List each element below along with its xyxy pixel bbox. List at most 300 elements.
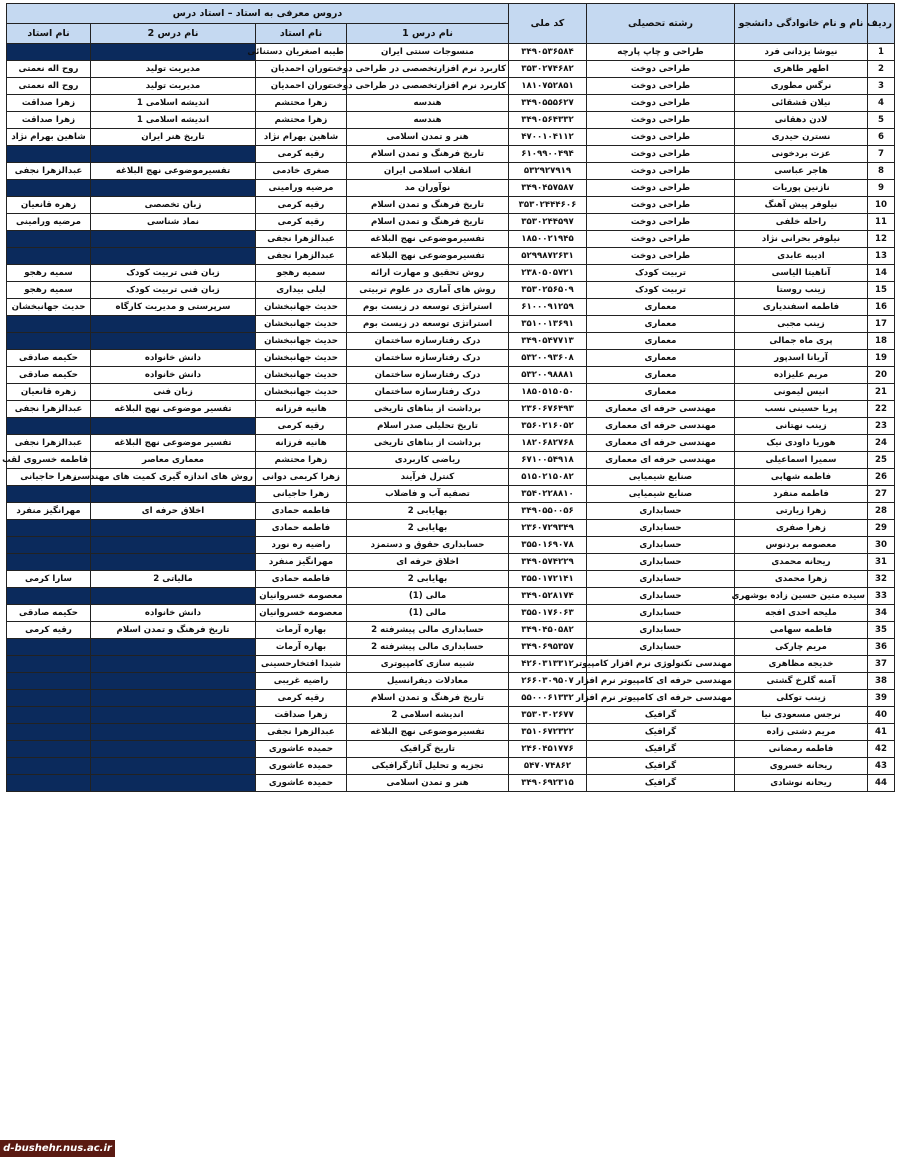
- cell-national-code: ۳۴۹۰۵۳۶۵۸۴: [509, 44, 587, 61]
- cell-course1: حسابداری حقوق و دستمزد: [347, 537, 509, 554]
- table-row: [7, 588, 895, 605]
- table-row: [7, 231, 895, 248]
- cell-teacher2: زهرا صداقت: [7, 112, 91, 129]
- cell-teacher2: حکیمه صادقی: [7, 605, 91, 622]
- cell-teacher2: [7, 741, 91, 758]
- cell-major: تربیت کودک: [587, 265, 735, 282]
- cell-row-no: 25: [868, 452, 895, 469]
- cell-student-name: نرگس مطوری: [735, 78, 868, 95]
- cell-course1: تاریخ فرهنگ و تمدن اسلام: [347, 146, 509, 163]
- cell-course1: نوآوران مد: [347, 180, 509, 197]
- cell-course1: تصفیه آب و فاضلاب: [347, 486, 509, 503]
- cell-row-no: 12: [868, 231, 895, 248]
- table-row: [7, 605, 895, 622]
- table-row: [7, 537, 895, 554]
- cell-teacher1: حدیث جهانبخشان: [256, 367, 347, 384]
- cell-national-code: ۵۳۲۹۲۷۹۱۹: [509, 163, 587, 180]
- cell-student-name: فاطمه اسفندیاری: [735, 299, 868, 316]
- cell-student-name: آریانا اسدپور: [735, 350, 868, 367]
- cell-teacher2: زهرا صداقت: [7, 95, 91, 112]
- cell-student-name: مریم علیزاده: [735, 367, 868, 384]
- cell-row-no: 3: [868, 78, 895, 95]
- cell-student-name: فاطمه منفرد: [735, 486, 868, 503]
- cell-national-code: ۳۵۶۰۲۱۶۰۵۲: [509, 418, 587, 435]
- cell-major: گرافیک: [587, 775, 735, 792]
- cell-row-no: 8: [868, 163, 895, 180]
- cell-major: حسابداری: [587, 520, 735, 537]
- cell-student-name: نیوشا یزدانی فرد: [735, 44, 868, 61]
- cell-national-code: ۳۴۹۰۵۵۰۰۵۶: [509, 503, 587, 520]
- cell-teacher2: [7, 486, 91, 503]
- cell-course1: برداشت از بناهای تاریخی: [347, 401, 509, 418]
- cell-course1: تفسیرموضوعی نهج البلاغه: [347, 248, 509, 265]
- cell-national-code: ۳۵۱۰۰۱۳۶۹۱: [509, 316, 587, 333]
- cell-student-name: فاطمه سهامی: [735, 622, 868, 639]
- cell-course2: نماد شناسی: [91, 214, 256, 231]
- cell-course1: ریاضی کاربردی: [347, 452, 509, 469]
- table-row: [7, 197, 895, 214]
- cell-student-name: آمنه گلرخ گشتی: [735, 673, 868, 690]
- cell-student-name: نرجس مسعودی نیا: [735, 707, 868, 724]
- cell-row-no: 36: [868, 639, 895, 656]
- cell-teacher1: مرضیه ورامینی: [256, 180, 347, 197]
- cell-course1: حسابداری مالی پیشرفته 2: [347, 639, 509, 656]
- cell-major: طراحی دوخت: [587, 163, 735, 180]
- cell-student-name: هاجر عباسی: [735, 163, 868, 180]
- cell-student-name: هوریا داودی نیک: [735, 435, 868, 452]
- cell-student-name: معصومه بردنوس: [735, 537, 868, 554]
- cell-teacher1: رقیه کرمی: [256, 146, 347, 163]
- cell-teacher2: حکیمه صادقی: [7, 350, 91, 367]
- cell-student-name: مریم دشتی زاده: [735, 724, 868, 741]
- cell-course1: تاریخ فرهنگ و تمدن اسلام: [347, 197, 509, 214]
- cell-course2: [91, 44, 256, 61]
- cell-student-name: فاطمه رمضانی: [735, 741, 868, 758]
- cell-row-no: 24: [868, 435, 895, 452]
- cell-teacher1: معصومه خسروانیان: [256, 605, 347, 622]
- cell-row-no: 39: [868, 690, 895, 707]
- table-row: [7, 282, 895, 299]
- cell-course1: مالی (1): [347, 605, 509, 622]
- cell-major: حسابداری: [587, 622, 735, 639]
- cell-national-code: ۲۳۶۰۶۷۶۴۹۳: [509, 401, 587, 418]
- cell-course1: منسوجات سنتی ایران: [347, 44, 509, 61]
- cell-student-name: پریا حسینی نسب: [735, 401, 868, 418]
- cell-row-no: 32: [868, 571, 895, 588]
- cell-teacher1: طیبه اصغریان دستنائی: [256, 44, 347, 61]
- table-row: [7, 95, 895, 112]
- table-row: [7, 163, 895, 180]
- cell-student-name: نیلوفر بحرانی نژاد: [735, 231, 868, 248]
- cell-row-no: 1: [868, 44, 895, 61]
- cell-teacher2: مرضیه ورامینی: [7, 214, 91, 231]
- cell-teacher1: زهرا محتشم: [256, 112, 347, 129]
- cell-course1: کاربرد نرم افزارتخصصی در طراحی دوخت: [347, 61, 509, 78]
- cell-course1: معادلات دیفرانسیل: [347, 673, 509, 690]
- cell-course2: مالیاتی 2: [91, 571, 256, 588]
- cell-national-code: ۳۴۹۰۶۹۵۳۵۷: [509, 639, 587, 656]
- cell-major: طراحی دوخت: [587, 95, 735, 112]
- cell-teacher1: عبدالزهرا نجفی: [256, 724, 347, 741]
- cell-national-code: ۳۵۵۰۱۷۲۱۴۱: [509, 571, 587, 588]
- cell-teacher1: حمیده عاشوری: [256, 775, 347, 792]
- cell-major: حسابداری: [587, 605, 735, 622]
- cell-student-name: سیده متین حسین زاده بوشهری: [735, 588, 868, 605]
- cell-row-no: 30: [868, 537, 895, 554]
- cell-teacher2: فاطمه خسروی لقب: [7, 452, 91, 469]
- cell-course2: زبان فنی تربیت کودک: [91, 282, 256, 299]
- cell-course2: [91, 537, 256, 554]
- cell-course2: [91, 758, 256, 775]
- cell-teacher2: [7, 418, 91, 435]
- cell-teacher2: زهره قانعیان: [7, 384, 91, 401]
- cell-major: تربیت کودک: [587, 282, 735, 299]
- cell-course2: [91, 673, 256, 690]
- header-course1: نام درس 1: [347, 24, 509, 44]
- table-row: [7, 520, 895, 537]
- table-row: [7, 129, 895, 146]
- header-group-title: دروس معرفی به استاد – استاد درس: [7, 4, 509, 24]
- table-row: [7, 418, 895, 435]
- cell-course1: تجزیه و تحلیل آثارگرافیکی: [347, 758, 509, 775]
- students-table: [2, 3, 895, 792]
- cell-course2: زبان فنی: [91, 384, 256, 401]
- cell-course2: مدیریت تولید: [91, 61, 256, 78]
- cell-teacher2: [7, 588, 91, 605]
- cell-teacher2: [7, 724, 91, 741]
- cell-course2: اندیشه اسلامی 1: [91, 112, 256, 129]
- cell-course2: [91, 146, 256, 163]
- cell-teacher1: هانیه فرزانه: [256, 401, 347, 418]
- table-row: [7, 146, 895, 163]
- cell-major: مهندسی حرفه ای معماری: [587, 452, 735, 469]
- cell-major: طراحی دوخت: [587, 214, 735, 231]
- cell-major: معماری: [587, 384, 735, 401]
- cell-national-code: ۳۴۹۰۵۶۴۳۳۲: [509, 112, 587, 129]
- table-row: [7, 44, 895, 61]
- cell-teacher2: روح اله نعمتی: [7, 78, 91, 95]
- cell-student-name: مریم چارکی: [735, 639, 868, 656]
- cell-course2: [91, 231, 256, 248]
- cell-teacher1: معصومه خسروانیان: [256, 588, 347, 605]
- cell-major: طراحی دوخت: [587, 129, 735, 146]
- cell-teacher1: زهرا محتشم: [256, 95, 347, 112]
- cell-national-code: ۳۴۹۰۶۹۲۳۱۵: [509, 775, 587, 792]
- cell-teacher1: شیدا افتخارحسینی: [256, 656, 347, 673]
- cell-row-no: 22: [868, 401, 895, 418]
- cell-row-no: 18: [868, 333, 895, 350]
- cell-course2: [91, 248, 256, 265]
- cell-row-no: 5: [868, 112, 895, 129]
- cell-course1: کاربرد نرم افزارتخصصی در طراحی دوخت: [347, 78, 509, 95]
- cell-course2: [91, 486, 256, 503]
- cell-major: مهندسی حرفه ای معماری: [587, 435, 735, 452]
- cell-row-no: 26: [868, 469, 895, 486]
- cell-teacher2: [7, 146, 91, 163]
- cell-teacher1: توران احمدیان: [256, 78, 347, 95]
- cell-course2: تفسیرموضوعی نهج البلاغه: [91, 163, 256, 180]
- cell-course1: اندیشه اسلامی 2: [347, 707, 509, 724]
- cell-national-code: ۵۱۵۰۲۱۵۰۸۲: [509, 469, 587, 486]
- table-row: [7, 333, 895, 350]
- cell-teacher2: [7, 248, 91, 265]
- table-row: [7, 61, 895, 78]
- cell-major: طراحی دوخت: [587, 112, 735, 129]
- cell-row-no: 2: [868, 61, 895, 78]
- cell-student-name: زینب روستا: [735, 282, 868, 299]
- cell-major: طراحی دوخت: [587, 78, 735, 95]
- cell-teacher1: حدیث جهانبخشان: [256, 316, 347, 333]
- cell-teacher1: بهاره آرمات: [256, 639, 347, 656]
- table-row: [7, 571, 895, 588]
- cell-course1: کنترل فرآیند: [347, 469, 509, 486]
- cell-student-name: خدیجه مظاهری: [735, 656, 868, 673]
- cell-student-name: فاطمه شهابی: [735, 469, 868, 486]
- cell-course2: تاریخ فرهنگ و تمدن اسلام: [91, 622, 256, 639]
- cell-student-name: ادیبه عابدی: [735, 248, 868, 265]
- table-row: [7, 758, 895, 775]
- table-row: [7, 248, 895, 265]
- cell-major: طراحی دوخت: [587, 146, 735, 163]
- cell-student-name: ریحانه نوشادی: [735, 775, 868, 792]
- cell-row-no: 27: [868, 486, 895, 503]
- cell-course2: تاریخ هنر ایران: [91, 129, 256, 146]
- cell-teacher1: سمیه رهجو: [256, 265, 347, 282]
- cell-course1: هنر و تمدن اسلامی: [347, 775, 509, 792]
- cell-teacher1: رقیه کرمی: [256, 214, 347, 231]
- cell-course2: تفسیر موضوعی نهج البلاغه: [91, 401, 256, 418]
- cell-course2: [91, 333, 256, 350]
- table-row: [7, 673, 895, 690]
- cell-student-name: سمیرا اسماعیلی: [735, 452, 868, 469]
- cell-course2: [91, 180, 256, 197]
- cell-row-no: 10: [868, 197, 895, 214]
- table-row: [7, 639, 895, 656]
- cell-teacher2: [7, 316, 91, 333]
- table-row: [7, 316, 895, 333]
- cell-teacher1: فاطمه حمادی: [256, 503, 347, 520]
- cell-national-code: ۱۸۱۰۷۵۲۸۵۱: [509, 78, 587, 95]
- cell-teacher2: [7, 775, 91, 792]
- cell-student-name: راحله خلفی: [735, 214, 868, 231]
- cell-national-code: ۳۵۴۰۲۲۸۸۱۰: [509, 486, 587, 503]
- cell-teacher1: عبدالزهرا نجفی: [256, 231, 347, 248]
- cell-major: حسابداری: [587, 588, 735, 605]
- cell-national-code: ۶۱۰۹۹۰۰۴۹۴: [509, 146, 587, 163]
- table-row: [7, 384, 895, 401]
- cell-row-no: 15: [868, 282, 895, 299]
- cell-row-no: 29: [868, 520, 895, 537]
- cell-row-no: 42: [868, 741, 895, 758]
- cell-student-name: زینب مجبی: [735, 316, 868, 333]
- table-row: [7, 690, 895, 707]
- cell-national-code: ۱۸۵۰۵۱۵۰۵۰: [509, 384, 587, 401]
- cell-row-no: 33: [868, 588, 895, 605]
- cell-row-no: 43: [868, 758, 895, 775]
- cell-major: مهندسی حرفه ای معماری: [587, 418, 735, 435]
- cell-course2: [91, 724, 256, 741]
- cell-row-no: 44: [868, 775, 895, 792]
- cell-course1: تفسیرموضوعی نهج البلاغه: [347, 231, 509, 248]
- cell-major: گرافیک: [587, 724, 735, 741]
- cell-teacher1: بهاره آرمات: [256, 622, 347, 639]
- cell-teacher2: [7, 231, 91, 248]
- cell-student-name: زینب توکلی: [735, 690, 868, 707]
- cell-major: حسابداری: [587, 639, 735, 656]
- cell-course1: استراتژی توسعه در زیست بوم: [347, 299, 509, 316]
- table-row: [7, 265, 895, 282]
- cell-major: معماری: [587, 299, 735, 316]
- cell-teacher1: حدیث جهانبخشان: [256, 299, 347, 316]
- cell-row-no: 9: [868, 180, 895, 197]
- cell-major: مهندسی حرفه ای معماری: [587, 401, 735, 418]
- cell-national-code: ۵۳۲۰۰۹۳۶۰۸: [509, 350, 587, 367]
- cell-student-name: انیس لیمونی: [735, 384, 868, 401]
- cell-national-code: ۳۴۹۰۴۵۰۵۸۲: [509, 622, 587, 639]
- table-row: [7, 214, 895, 231]
- cell-student-name: لادن دهقانی: [735, 112, 868, 129]
- cell-major: صنایع شیمیایی: [587, 486, 735, 503]
- cell-teacher2: عبدالزهرا نجفی: [7, 163, 91, 180]
- cell-teacher2: [7, 656, 91, 673]
- cell-national-code: ۵۳۲۰۰۹۸۸۸۱: [509, 367, 587, 384]
- cell-teacher2: زهره قانعیان: [7, 197, 91, 214]
- cell-row-no: 17: [868, 316, 895, 333]
- table-row: [7, 350, 895, 367]
- cell-teacher2: [7, 707, 91, 724]
- cell-course1: تاریخ فرهنگ و تمدن اسلام: [347, 690, 509, 707]
- cell-row-no: 6: [868, 129, 895, 146]
- cell-student-name: اطهر طاهری: [735, 61, 868, 78]
- cell-major: معماری: [587, 350, 735, 367]
- table-row: [7, 367, 895, 384]
- cell-major: گرافیک: [587, 741, 735, 758]
- cell-row-no: 35: [868, 622, 895, 639]
- cell-row-no: 40: [868, 707, 895, 724]
- cell-teacher1: زهرا محتشم: [256, 452, 347, 469]
- cell-teacher1: حدیث جهانبخشان: [256, 350, 347, 367]
- cell-student-name: نیلان قشقائی: [735, 95, 868, 112]
- cell-student-name: ریحانه محمدی: [735, 554, 868, 571]
- table-row: [7, 452, 895, 469]
- cell-course1: بهایابی 2: [347, 571, 509, 588]
- cell-course1: درک رفتارسازه ساختمان: [347, 350, 509, 367]
- cell-teacher1: زهرا کریمی دوانی: [256, 469, 347, 486]
- cell-teacher1: رقیه کرمی: [256, 418, 347, 435]
- cell-teacher2: سارا کرمی: [7, 571, 91, 588]
- cell-course1: شبیه سازی کامپیوتری: [347, 656, 509, 673]
- cell-row-no: 4: [868, 95, 895, 112]
- cell-student-name: نازنین پوریات: [735, 180, 868, 197]
- cell-teacher2: حکیمه صادقی: [7, 367, 91, 384]
- cell-course1: تفسیرموضوعی نهج البلاغه: [347, 724, 509, 741]
- cell-course2: [91, 656, 256, 673]
- cell-teacher1: راضیه ره نورد: [256, 537, 347, 554]
- cell-student-name: نسترن حیدری: [735, 129, 868, 146]
- cell-course1: درک رفتارسازه ساختمان: [347, 367, 509, 384]
- cell-student-name: نیلوفر پیش آهنگ: [735, 197, 868, 214]
- cell-teacher1: راضیه غریبی: [256, 673, 347, 690]
- cell-row-no: 34: [868, 605, 895, 622]
- cell-major: طراحی دوخت: [587, 248, 735, 265]
- table-row: [7, 78, 895, 95]
- header-course2: نام درس 2: [91, 24, 256, 44]
- cell-major: معماری: [587, 367, 735, 384]
- cell-teacher1: هانیه فرزانه: [256, 435, 347, 452]
- cell-major: گرافیک: [587, 707, 735, 724]
- cell-national-code: ۳۵۳۰۲۴۴۴۶۰۶: [509, 197, 587, 214]
- cell-teacher1: حدیث جهانبخشان: [256, 384, 347, 401]
- table-row: [7, 503, 895, 520]
- cell-row-no: 14: [868, 265, 895, 282]
- cell-national-code: ۳۴۹۰۵۵۵۶۲۷: [509, 95, 587, 112]
- cell-teacher1: حمیده عاشوری: [256, 741, 347, 758]
- cell-teacher1: فاطمه حمادی: [256, 520, 347, 537]
- cell-course1: درک رفتارسازه ساختمان: [347, 384, 509, 401]
- cell-teacher1: زهرا حاجیانی: [256, 486, 347, 503]
- cell-teacher2: [7, 180, 91, 197]
- cell-course1: درک رفتارسازه ساختمان: [347, 333, 509, 350]
- table-row: [7, 741, 895, 758]
- header-major: رشته تحصیلی: [587, 4, 735, 44]
- cell-row-no: 31: [868, 554, 895, 571]
- cell-row-no: 37: [868, 656, 895, 673]
- cell-major: طراحی دوخت: [587, 180, 735, 197]
- cell-major: حسابداری: [587, 554, 735, 571]
- cell-teacher2: شاهین بهرام نژاد: [7, 129, 91, 146]
- cell-national-code: ۶۱۰۰۰۹۱۲۵۹: [509, 299, 587, 316]
- cell-course2: معماری معاصر: [91, 452, 256, 469]
- cell-national-code: ۴۷۰۰۱۰۴۱۱۲: [509, 129, 587, 146]
- cell-national-code: ۱۸۲۰۶۸۲۷۶۸: [509, 435, 587, 452]
- cell-national-code: ۳۵۵۰۱۶۹۰۷۸: [509, 537, 587, 554]
- cell-major: مهندسی تکنولوژی نرم افزار کامپیوتر: [587, 656, 735, 673]
- cell-major: معماری: [587, 316, 735, 333]
- cell-teacher2: [7, 639, 91, 656]
- cell-course2: [91, 554, 256, 571]
- cell-course1: روش تحقیق و مهارت ارائه: [347, 265, 509, 282]
- cell-course1: هنر و تمدن اسلامی: [347, 129, 509, 146]
- cell-course2: [91, 775, 256, 792]
- cell-national-code: ۵۴۷۰۷۴۸۶۲: [509, 758, 587, 775]
- cell-course1: حسابداری مالی پیشرفته 2: [347, 622, 509, 639]
- cell-teacher1: رقیه کرمی: [256, 197, 347, 214]
- cell-major: طراحی دوخت: [587, 231, 735, 248]
- cell-row-no: 11: [868, 214, 895, 231]
- cell-national-code: ۲۴۶۰۴۵۱۷۷۶: [509, 741, 587, 758]
- cell-teacher2: [7, 690, 91, 707]
- cell-course1: تاریخ تحلیلی صدر اسلام: [347, 418, 509, 435]
- header-teacher1: نام استاد: [256, 24, 347, 44]
- table-row: [7, 435, 895, 452]
- table-row: [7, 180, 895, 197]
- cell-teacher1: توران احمدیان: [256, 61, 347, 78]
- cell-teacher2: حدیث جهانبخشان: [7, 299, 91, 316]
- cell-national-code: ۳۴۹۰۵۲۸۱۷۴: [509, 588, 587, 605]
- cell-national-code: ۶۷۱۰۰۵۴۹۱۸: [509, 452, 587, 469]
- cell-course2: زبان تخصصی: [91, 197, 256, 214]
- cell-row-no: 19: [868, 350, 895, 367]
- cell-course1: استراتژی توسعه در زیست بوم: [347, 316, 509, 333]
- cell-major: مهندسی حرفه ای کامپیوتر نرم افزار: [587, 690, 735, 707]
- cell-course2: [91, 418, 256, 435]
- cell-teacher1: حمیده عاشوری: [256, 758, 347, 775]
- header-teacher2: نام استاد: [7, 24, 91, 44]
- cell-teacher1: فاطمه حمادی: [256, 571, 347, 588]
- cell-row-no: 16: [868, 299, 895, 316]
- table-row: [7, 469, 895, 486]
- cell-teacher2: [7, 333, 91, 350]
